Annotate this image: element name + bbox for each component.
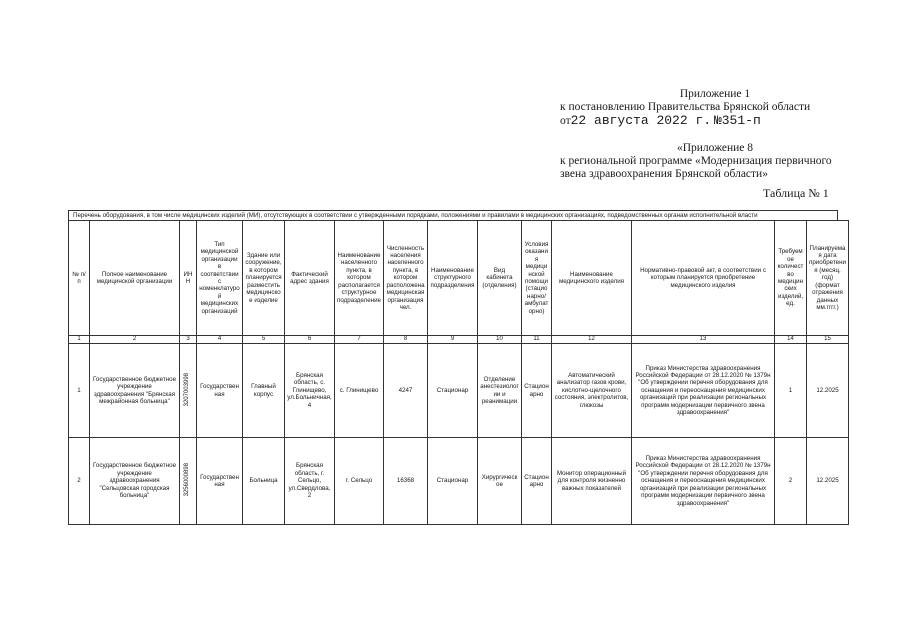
column-header: Условия оказания медицинской помощи (стационарно/амбулаторно) — [522, 221, 552, 336]
row-number: 2 — [69, 438, 90, 525]
device-name: Автоматический анализатор газов крови, кислотно-щелочного состояния, электролитов, глюкозы — [552, 344, 632, 438]
column-header: ИНН — [180, 221, 197, 336]
table-number: Таблица № 1 — [763, 186, 829, 200]
appendix-title: Приложение 1 — [679, 88, 751, 100]
column-number-row — [69, 336, 849, 344]
column-number: 13 — [632, 336, 775, 344]
program-appendix-title: «Приложение 8 — [676, 142, 754, 154]
quantity: 2 — [775, 438, 807, 525]
table-header-row — [69, 221, 849, 336]
column-header: Фактический адрес здания — [285, 221, 335, 336]
table-row — [69, 438, 849, 525]
table-title: Перечень оборудования, в том числе медицинских изделий (МИ), отсутствующих в соответствии с утвержденными порядками, положениями и правилами в медицинских организациях, подведомственных органам исполнительной власти — [68, 210, 838, 220]
program-ref-line2: звена здравоохранения Брянской области» — [560, 168, 768, 180]
legal-act: Приказ Министерства здравоохранения Российской Федерации от 28.12.2020 № 1379н "Об утверждении перечня оборудования для оснащения и переоснащения медицинских организаций при реализации региональных программ модернизации первичного звена здравоохранения" — [632, 438, 775, 525]
inn-value: 3256000898 — [184, 463, 191, 497]
appendix-header — [560, 88, 860, 181]
building: Главный корпус — [243, 344, 285, 438]
column-header: Вид кабинета (отделения) — [478, 221, 522, 336]
resolution-date-line — [560, 114, 860, 128]
subdivision: Стационар — [428, 344, 478, 438]
column-number: 4 — [197, 336, 243, 344]
legal-act: Приказ Министерства здравоохранения Российской Федерации от 28.12.2020 № 1379н "Об утверждении перечня оборудования для оснащения и переоснащения медицинских организаций при реализации региональных программ модернизации первичного звена здравоохранения" — [632, 344, 775, 438]
column-header: Наименование структурного подразделения — [428, 221, 478, 336]
column-number: 5 — [243, 336, 285, 344]
column-header: Наименование медицинского изделия — [552, 221, 632, 336]
column-number: 12 — [552, 336, 632, 344]
department-type: Хирургическое — [478, 438, 522, 525]
org-type: Государственная — [197, 344, 243, 438]
organization-name: Государственное бюджетное учреждение здравоохранения "Брянская межрайонная больница" — [90, 344, 180, 438]
settlement: с. Глинищево — [335, 344, 384, 438]
address: Брянская область, г. Сельцо, ул.Свердлова, 2 — [285, 438, 335, 525]
column-number: 3 — [180, 336, 197, 344]
column-header: Планируемая дата приобретения (месяц, год) (формат отражения данных мм.гггг.) — [807, 221, 849, 336]
resolution-ref: к постановлению Правительства Брянской области — [560, 101, 811, 113]
column-number: 11 — [522, 336, 552, 344]
column-number: 10 — [478, 336, 522, 344]
column-number: 14 — [775, 336, 807, 344]
planned-date: 12.2025 — [807, 438, 849, 525]
column-header: Здание или сооружение, в котором планируется разместить медицинское изделие — [243, 221, 285, 336]
inn-value: 3207003998 — [184, 372, 191, 406]
column-number: 2 — [90, 336, 180, 344]
column-number: 8 — [384, 336, 428, 344]
column-number: 7 — [335, 336, 384, 344]
settlement: г. Сельцо — [335, 438, 384, 525]
column-number: 1 — [69, 336, 90, 344]
address: Брянская область, с. Глинищево, ул.Больничная, 4 — [285, 344, 335, 438]
column-header: Наименование населенного пункта, в котором располагается структурное подразделение — [335, 221, 384, 336]
column-header: Полное наименование медицинской организации — [90, 221, 180, 336]
subdivision: Стационар — [428, 438, 478, 525]
equipment-table — [68, 220, 849, 525]
column-header: Нормативно-правовой акт, в соответствии с которым планируется приобретение медицинского изделия — [632, 221, 775, 336]
column-header: Численность населения населенного пункта, в котором расположена медицинская организация чел. — [384, 221, 428, 336]
device-name: Монитор операционный для контроля жизненно важных показателей — [552, 438, 632, 525]
column-number: 6 — [285, 336, 335, 344]
inn-cell — [180, 438, 197, 525]
department-type: Отделение анестезиологии и реанимации — [478, 344, 522, 438]
population: 4247 — [384, 344, 428, 438]
resolution-number: №351-п — [713, 113, 761, 128]
organization-name: Государственное бюджетное учреждение здравоохранения "Сельцовская городская больница" — [90, 438, 180, 525]
row-number: 1 — [69, 344, 90, 438]
building: Больница — [243, 438, 285, 525]
care-conditions: Стационарно — [522, 344, 552, 438]
population: 16368 — [384, 438, 428, 525]
column-header: Тип медицинской организации в соответствии с номенклатурой медицинских организаций — [197, 221, 243, 336]
column-header: № п/п — [69, 221, 90, 336]
resolution-date: 22 августа 2022 г. — [570, 113, 712, 128]
planned-date: 12.2025 — [807, 344, 849, 438]
table-row — [69, 344, 849, 438]
date-prefix: от — [560, 115, 571, 127]
org-type: Государственная — [197, 438, 243, 525]
care-conditions: Стационарно — [522, 438, 552, 525]
column-header: Требуемое количество медицинских изделий, ед. — [775, 221, 807, 336]
column-number: 15 — [807, 336, 849, 344]
column-number: 9 — [428, 336, 478, 344]
program-ref-line1: к региональной программе «Модернизация первичного — [560, 155, 832, 167]
quantity: 1 — [775, 344, 807, 438]
inn-cell — [180, 344, 197, 438]
